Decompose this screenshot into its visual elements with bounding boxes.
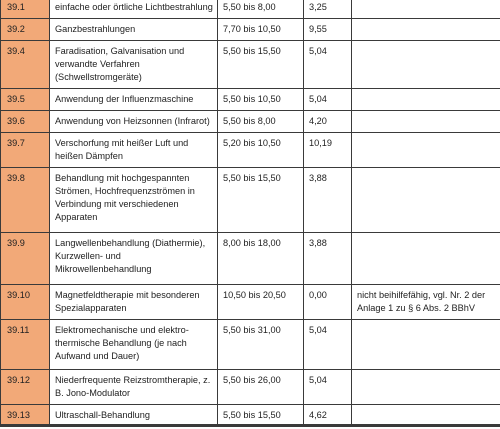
item-number: 39.6: [1, 111, 50, 133]
service-description: Ganzbestrahlungen: [50, 19, 218, 41]
note: [352, 320, 500, 370]
table-row: [1, 370, 500, 405]
factor-range: 5,50 bis 15,50: [218, 168, 304, 233]
factor-range: 5,50 bis 8,00: [218, 0, 304, 19]
item-number: 39.7: [1, 133, 50, 168]
service-description: Behandlung mit hochgespannten Strömen, Hochfrequenzströmen in Verbindung mit verschiedenen Apparaten: [50, 168, 218, 233]
note: [352, 111, 500, 133]
item-number: 39.2: [1, 19, 50, 41]
amount: 3,88: [304, 168, 352, 233]
note: [352, 41, 500, 89]
factor-range: 7,70 bis 10,50: [218, 19, 304, 41]
service-description: Anwendung der Influenzmaschine: [50, 89, 218, 111]
note: [352, 233, 500, 285]
service-description: einfache oder örtliche Lichtbestrahlung: [50, 0, 218, 19]
amount: 3,88: [304, 233, 352, 285]
amount: 3,25: [304, 0, 352, 19]
table-row: [1, 89, 500, 111]
table-row: [1, 320, 500, 370]
item-number: 39.8: [1, 168, 50, 233]
table-row: [1, 111, 500, 133]
factor-range: 10,50 bis 20,50: [218, 285, 304, 320]
item-number: 39.11: [1, 320, 50, 370]
note: [352, 168, 500, 233]
table-row: [1, 168, 500, 233]
amount: 5,04: [304, 89, 352, 111]
item-number: 39.12: [1, 370, 50, 405]
item-number: 39.10: [1, 285, 50, 320]
table-row: [1, 41, 500, 89]
service-description: Faradisation, Galvanisation und verwandte Verfahren (Schwellstromgeräte): [50, 41, 218, 89]
item-number: 39.13: [1, 405, 50, 427]
note: [352, 133, 500, 168]
amount: 4,20: [304, 111, 352, 133]
factor-range: 5,50 bis 10,50: [218, 89, 304, 111]
factor-range: 5,20 bis 10,50: [218, 133, 304, 168]
item-number: 39.1: [1, 0, 50, 19]
note: nicht beihilfefähig, vgl. Nr. 2 der Anlage 1 zu § 6 Abs. 2 BBhV: [352, 285, 500, 320]
table-row: [1, 19, 500, 41]
item-number: 39.5: [1, 89, 50, 111]
factor-range: 5,50 bis 8,00: [218, 111, 304, 133]
note: [352, 19, 500, 41]
note: [352, 89, 500, 111]
table-row: [1, 233, 500, 285]
service-description: Elektromechanische und elektro-thermische Behandlung (je nach Aufwand und Dauer): [50, 320, 218, 370]
service-description: Ultraschall-Behandlung: [50, 405, 218, 427]
factor-range: 5,50 bis 31,00: [218, 320, 304, 370]
table-row: [1, 0, 500, 19]
amount: 5,04: [304, 320, 352, 370]
amount: 10,19: [304, 133, 352, 168]
factor-range: 5,50 bis 15,50: [218, 405, 304, 427]
amount: 5,04: [304, 370, 352, 405]
table-bottom-rule: [0, 424, 500, 426]
factor-range: 8,00 bis 18,00: [218, 233, 304, 285]
note: [352, 370, 500, 405]
service-description: Magnetfeldtherapie mit besonderen Spezialapparaten: [50, 285, 218, 320]
service-description: Anwendung von Heizsonnen (Infrarot): [50, 111, 218, 133]
service-description: Niederfrequente Reizstromtherapie, z. B. Jono-Modulator: [50, 370, 218, 405]
note: [352, 0, 500, 19]
factor-range: 5,50 bis 15,50: [218, 41, 304, 89]
table-row: [1, 133, 500, 168]
amount: 4,62: [304, 405, 352, 427]
service-description: Verschorfung mit heißer Luft und heißen Dämpfen: [50, 133, 218, 168]
item-number: 39.9: [1, 233, 50, 285]
item-number: 39.4: [1, 41, 50, 89]
amount: 5,04: [304, 41, 352, 89]
factor-range: 5,50 bis 26,00: [218, 370, 304, 405]
table-row: [1, 285, 500, 320]
amount: 9,55: [304, 19, 352, 41]
amount: 0,00: [304, 285, 352, 320]
service-description: Langwellenbehandlung (Diathermie), Kurzwellen- und Mikrowellenbehandlung: [50, 233, 218, 285]
